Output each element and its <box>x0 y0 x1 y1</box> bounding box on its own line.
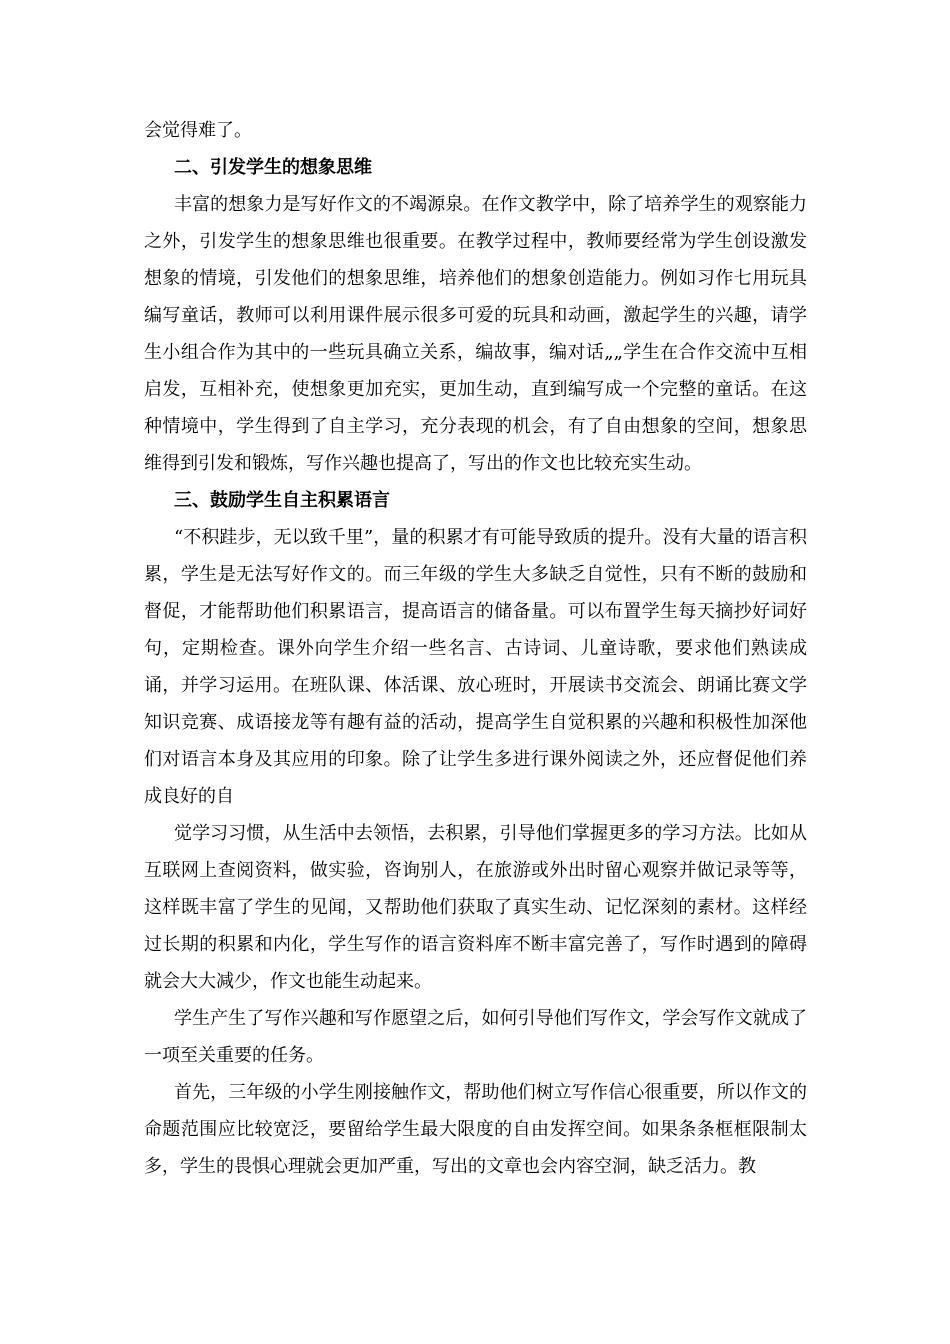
paragraph-writing-guidance: 学生产生了写作兴趣和写作愿望之后，如何引导他们写作文，学会写作文就成了一项至关重要的任务。 <box>144 1008 807 1066</box>
paragraph-study-habits: 觉学习习惯，从生活中去领悟，去积累，引导他们掌握更多的学习方法。比如从互联网上查阅资料，做实验，咨询别人，在旅游或外出时留心观察并做记录等等，这样既丰富了学生的见闻，又帮助他们获取了真实生动、记忆深刻的素材。这样经过长期的积累和内化，学生写作的语言资料库不断丰富完善了，写作时遇到的障碍就会大大减少，作文也能生动起来。 <box>144 823 807 992</box>
paragraph-first-point: 首先，三年级的小学生刚接触作文，帮助他们树立写作信心很重要，所以作文的命题范围应比较宽泛，要留给学生最大限度的自由发挥空间。如果条条框框限制太多，学生的畏惧心理就会更加严重，写出的文章也会内容空洞，缺乏活力。教 <box>144 1082 807 1177</box>
section-heading-imagination: 二、引发学生的想象思维 <box>174 157 372 178</box>
paragraph-continuation: 会觉得难了。 <box>144 120 252 141</box>
paragraph-imagination: 丰富的想象力是写好作文的不竭源泉。在作文教学中，除了培养学生的观察能力之外，引发学生的想象思维也很重要。在教学过程中，教师要经常为学生创设激发想象的情境，引发他们的想象思维，培养他们的想象创造能力。例如习作七用玩具编写童话，教师可以利用课件展示很多可爱的玩具和动画，激起学生的兴趣，请学生小组合作为其中的一些玩具确立关系，编故事，编对话„„学生在合作交流中互相启发，互相补充，使想象更加充实，更加生动，直到编写成一个完整的童话。在这种情境中，学生得到了自主学习，充分表现的机会，有了自由想象的空间，想象思维得到引发和锻炼，写作兴趣也提高了，写出的作文也比较充实生动。 <box>144 194 807 474</box>
paragraph-language-accumulation: “不积跬步，无以致千里”，量的积累才有可能导致质的提升。没有大量的语言积累，学生是无法写好作文的。而三年级的学生大多缺乏自觉性，只有不断的鼓励和督促，才能帮助他们积累语言，提高语言的储备量。可以布置学生每天摘抄好词好句，定期检查。课外向学生介绍一些名言、古诗词、儿童诗歌，要求他们熟读成诵，并学习运用。在班队课、体活课、放心班时，开展读书交流会、朗诵比赛文学知识竞赛、成语接龙等有趣有益的活动，提高学生自觉积累的兴趣和积极性加深他们对语言本身及其应用的印象。除了让学生多进行课外阅读之外，还应督促他们养成良好的自 <box>144 527 807 807</box>
document-body <box>144 112 807 1185</box>
section-heading-language-accumulation: 三、鼓励学生自主积累语言 <box>174 490 390 511</box>
